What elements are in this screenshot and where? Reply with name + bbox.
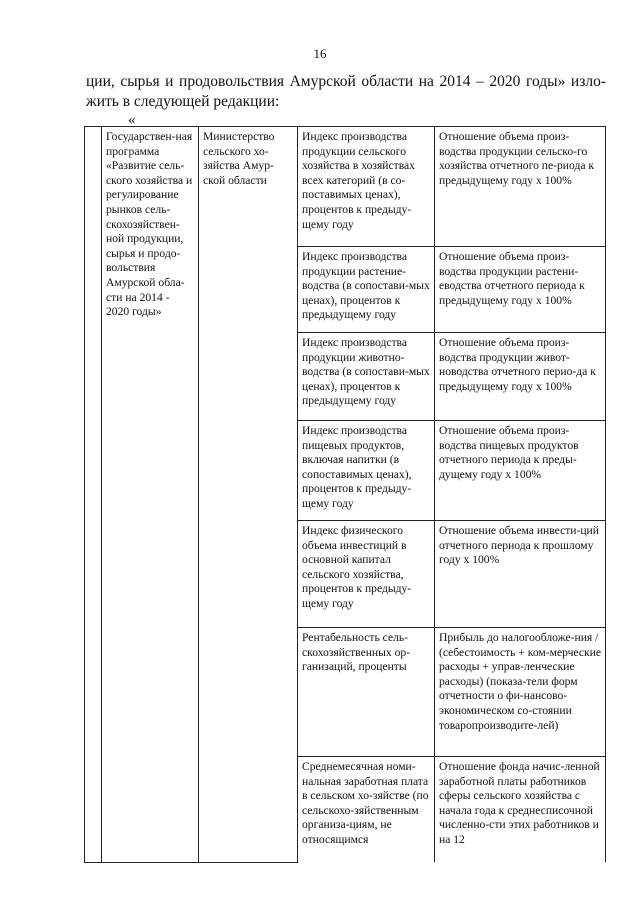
indicator-cell: Рентабельность сель-скохозяйственных ор-ганизаций, проценты	[298, 628, 435, 757]
formula-cell: Отношение фонда начис-ленной заработной платы работников сферы сельского хозяйства с начала года к среднесписочной численно-сти этих работников и на 12	[435, 757, 606, 863]
indicator-cell: Индекс производства продукции животно-водства (в сопостави-мых ценах), процентов к предыдущему году	[298, 333, 435, 421]
intro-paragraph	[86, 72, 606, 112]
indicator-cell: Индекс производства продукции сельского хозяйства в хозяйствах всех категорий (в со-поставимых ценах), процентов к предыду-щему году	[298, 127, 435, 247]
program-name-cell: Государствен-ная программа «Развитие сель-ского хозяйства и регулирование рынков сель-скохозяйствен-ной продукции, сырья и продо-вольствия Амурской обла-сти на 2014 - 2020 годы»	[102, 127, 199, 863]
indicators-table	[84, 126, 606, 863]
indicator-cell: Среднемесячная номи-нальная заработная плата в сельском хо-зяйстве (по сельскохо-зяйственным организа-циям, не относящимся	[298, 757, 435, 863]
indicator-cell: Индекс физического объема инвестиций в основной капитал сельского хозяйства, процентов к предыду-щему году	[298, 521, 435, 628]
formula-cell: Отношение объема произ-водства продукции сельско-го хозяйства отчетного пе-риода к предыдущему году х 100%	[435, 127, 606, 247]
intro-line-2: жить в следующей редакции:	[86, 93, 280, 110]
number-cell	[85, 127, 102, 863]
formula-cell: Отношение объема произ-водства продукции живот-новодства отчетного перио-да к предыдущему году х 100%	[435, 333, 606, 421]
formula-cell: Отношение объема произ-водства пищевых продуктов отчетного периода к преды-дущему году х 100%	[435, 421, 606, 521]
formula-cell: Отношение объема произ-водства продукции растени-еводства отчетного периода к предыдущему году х 100%	[435, 247, 606, 333]
executor-cell: Министерство сельского хо-зяйства Амур-ской области	[199, 127, 298, 863]
opening-quote: «	[128, 112, 136, 128]
formula-cell: Отношение объема инвести-ций отчетного периода к прошлому году х 100%	[435, 521, 606, 628]
indicator-cell: Индекс производства пищевых продуктов, включая напитки (в сопоставимых ценах), процентов к предыду-щему году	[298, 421, 435, 521]
table-row	[85, 127, 606, 247]
page-number: 16	[313, 46, 327, 61]
formula-cell: Прибыль до налогообложе-ния / (себестоимость + ком-мерческие расходы + управ-ленческие расходы) (показа-тели форм отчетности о фи-нансово-экономическом со-стоянии товаропроизводите-лей)	[435, 628, 606, 757]
indicator-cell: Индекс производства продукции растение-водства (в сопостави-мых ценах), процентов к предыдущему году	[298, 247, 435, 333]
intro-line-1: ции, сырья и продовольствия Амурской области на 2014 – 2020 годы» изло-	[86, 73, 606, 90]
